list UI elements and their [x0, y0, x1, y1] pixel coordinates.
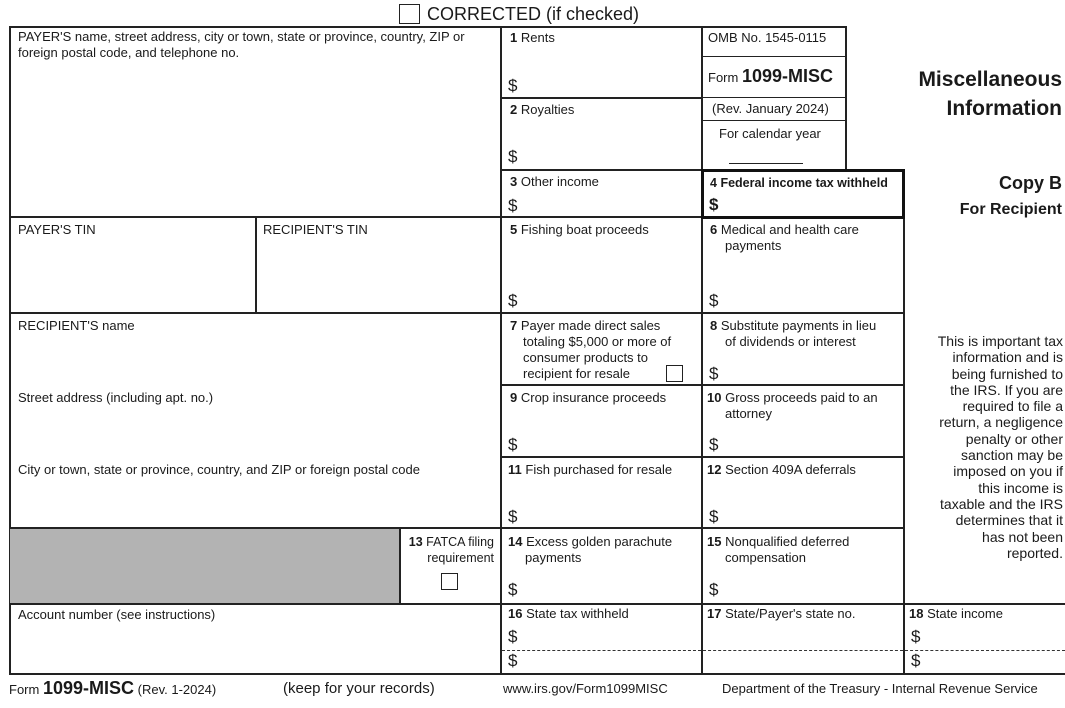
recipient-tin-label: RECIPIENT'S TIN [263, 222, 368, 237]
line-b11-bottom [500, 527, 904, 529]
box18-field-1[interactable] [925, 626, 1063, 648]
box9-label [510, 390, 666, 406]
box16-field-2[interactable] [522, 652, 698, 672]
line-omb-2 [701, 97, 846, 98]
box12-field[interactable] [724, 502, 900, 525]
box9-num: 9 [510, 390, 518, 405]
box2-label [510, 102, 574, 118]
box17-num: 17 [707, 606, 722, 621]
notice-line: being furnished to [951, 365, 1063, 382]
box15-label [707, 534, 849, 566]
notice-line: determines that it [955, 512, 1063, 529]
box14-dollar: $ [508, 580, 518, 599]
box3-text: Other income [520, 174, 599, 189]
account-field[interactable] [12, 625, 498, 671]
box10-line2: attorney [725, 406, 772, 421]
box8-field[interactable] [724, 360, 900, 382]
footer-url[interactable]: www.irs.gov/Form1099MISC [503, 681, 668, 696]
box11-field[interactable] [522, 502, 698, 525]
notice-line: required to file a [962, 398, 1063, 415]
box5-text: Fishing boat proceeds [520, 222, 649, 237]
box16-field-1[interactable] [522, 626, 698, 648]
box14-num: 14 [508, 534, 523, 549]
notice-line: information and is [952, 349, 1063, 366]
box15-line1: Nonqualified deferred [725, 534, 850, 549]
payer-info-label: PAYER'S name, street address, city or town, state or province, country, ZIP or foreign postal code, and telephone no. [18, 29, 465, 60]
calendar-year-blank [729, 163, 803, 164]
box10-line1: Gross proceeds paid to an [725, 390, 878, 405]
footer-rev: (Rev. 1-2024) [137, 682, 217, 697]
footer-form-prefix: Form [9, 682, 40, 697]
notice-line: sanction may be [961, 447, 1063, 464]
box7-label [510, 318, 671, 382]
box18-dollar-1: $ [911, 627, 921, 646]
dash-b17 [703, 650, 903, 651]
box9-text: Crop insurance proceeds [520, 390, 667, 405]
box18-num: 18 [909, 606, 924, 621]
notice-line: taxable and the IRS [940, 495, 1063, 512]
line-city-bottom [9, 527, 501, 529]
box11-text: Fish purchased for resale [525, 462, 673, 477]
revision-date: (Rev. January 2024) [712, 101, 829, 116]
box4-num: 4 [710, 176, 717, 190]
form-name: 1099-MISC [741, 66, 834, 86]
box7-checkbox[interactable] [666, 365, 683, 382]
box11-label [508, 462, 672, 478]
box8-line1: Substitute payments in lieu [720, 318, 877, 333]
box1-text: Rents [520, 30, 555, 45]
box4-field[interactable] [724, 193, 900, 215]
col-divider-mid [701, 26, 703, 674]
tin-divider [255, 216, 257, 313]
street-address-label: Street address (including apt. no.) [18, 390, 214, 405]
important-notice [908, 333, 1063, 561]
notice-line: reported. [1006, 544, 1063, 561]
line-b9-bottom [500, 456, 904, 458]
corrected-label: CORRECTED (if checked) [427, 4, 640, 24]
box12-text: Section 409A deferrals [725, 462, 856, 477]
box12-dollar: $ [709, 507, 719, 526]
box9-dollar: $ [508, 435, 518, 454]
box13-label [402, 534, 494, 566]
box13-line1: FATCA filing [426, 535, 494, 549]
box5-field[interactable] [522, 286, 698, 310]
notice-line: This is important tax [937, 333, 1063, 349]
line-b7-bottom [500, 384, 904, 386]
box11-num: 11 [508, 462, 522, 477]
recipient-name-label: RECIPIENT'S name [18, 318, 135, 333]
box4-text: Federal income tax withheld [720, 176, 888, 190]
payer-tin-field[interactable] [12, 240, 253, 310]
box13-divider [399, 527, 401, 604]
line-account-top [9, 603, 1065, 605]
line-omb-1 [701, 56, 846, 57]
box2-field[interactable] [522, 140, 698, 167]
dash-b18 [905, 650, 1065, 651]
notice-line: return, a negligence [939, 414, 1063, 431]
calendar-year-label: For calendar year [719, 126, 821, 141]
box9-field[interactable] [522, 430, 698, 454]
col-divider-right [903, 169, 905, 674]
box6-dollar: $ [709, 291, 719, 310]
box13-line2: requirement [427, 551, 494, 565]
box15-line2: compensation [725, 550, 806, 565]
box12-num: 12 [707, 462, 722, 477]
box15-dollar: $ [709, 580, 719, 599]
line-b5-bottom [500, 312, 904, 314]
footer-department: Department of the Treasury - Internal Revenue Service [722, 681, 1038, 696]
city-field[interactable] [12, 480, 498, 525]
street-address-field[interactable] [12, 408, 498, 458]
box14-field[interactable] [522, 576, 698, 601]
box5-num: 5 [510, 222, 518, 237]
box6-field[interactable] [724, 286, 900, 310]
box6-line2: payments [725, 238, 782, 253]
box3-dollar: $ [508, 196, 518, 215]
box18-label [909, 606, 1003, 622]
gray-shaded-area [10, 528, 399, 603]
form-title-line1: Miscellaneous [918, 68, 1062, 91]
box1-field[interactable] [522, 70, 698, 95]
payer-tin-label: PAYER'S TIN [18, 222, 96, 237]
recipient-name-field[interactable] [12, 336, 498, 386]
box2-text: Royalties [520, 102, 575, 117]
box18-text: State income [927, 606, 1003, 621]
box3-field[interactable] [522, 192, 698, 214]
box16-text: State tax withheld [526, 606, 629, 621]
box7-num: 7 [510, 318, 518, 333]
box14-line1: Excess golden parachute [526, 534, 673, 549]
line-omb-3 [701, 120, 846, 121]
account-label: Account number (see instructions) [18, 607, 216, 622]
notice-line: this income is [978, 479, 1063, 496]
box17-field-1[interactable] [706, 626, 900, 648]
box11-dollar: $ [508, 507, 518, 526]
box3-label [510, 174, 599, 190]
box8-num: 8 [710, 318, 718, 333]
form-number-header [708, 66, 833, 88]
form-title-line2: Information [946, 97, 1062, 120]
box5-label [510, 222, 649, 238]
box6-line1: Medical and health care [720, 222, 859, 237]
line-b1-bottom [500, 97, 702, 99]
footer-form-id [9, 678, 216, 700]
calendar-year-field[interactable] [729, 143, 803, 162]
footer-keep: (keep for your records) [283, 680, 435, 697]
form-prefix: Form [708, 70, 739, 85]
box13-num: 13 [408, 535, 423, 549]
box2-dollar: $ [508, 147, 518, 166]
footer-form-name: 1099-MISC [42, 678, 135, 698]
box16-num: 16 [508, 606, 523, 621]
box18-field-2[interactable] [925, 652, 1063, 672]
box14-line2: payments [525, 550, 582, 565]
box8-dollar: $ [709, 364, 719, 383]
box17-text: State/Payer's state no. [725, 606, 856, 621]
copy-label: Copy B [999, 173, 1062, 193]
box1-num: 1 [510, 30, 518, 45]
col-divider-main [500, 26, 502, 674]
box7-line2: totaling $5,000 or more of [523, 334, 672, 349]
bottom-border [9, 673, 1065, 675]
box17-label [707, 606, 855, 622]
notice-line: the IRS. If you are [950, 381, 1063, 398]
box18-dollar-2: $ [911, 651, 921, 670]
notice-line: imposed on you if [953, 463, 1063, 480]
box5-dollar: $ [508, 291, 518, 310]
payer-info-field[interactable] [12, 62, 498, 214]
box7-line3: consumer products to [523, 350, 649, 365]
top-border-right [9, 26, 846, 28]
recipient-tin-field[interactable] [258, 240, 498, 310]
box10-label [707, 390, 878, 422]
box16-dollar-1: $ [508, 627, 518, 646]
box8-label [710, 318, 876, 350]
box6-label [710, 222, 859, 254]
city-label: City or town, state or province, country, and ZIP or foreign postal code [18, 462, 420, 477]
box12-label [707, 462, 856, 478]
copy-sub-label: For Recipient [959, 201, 1062, 218]
box7-line1: Payer made direct sales [520, 318, 661, 333]
notice-line: penalty or other [965, 430, 1063, 447]
notice-line: has not been [982, 528, 1063, 545]
box10-field[interactable] [724, 430, 900, 454]
box6-num: 6 [710, 222, 718, 237]
box14-label [508, 534, 672, 566]
box16-label [508, 606, 629, 622]
corrected-checkbox[interactable] [399, 4, 420, 24]
box16-dollar-2: $ [508, 651, 518, 670]
box4-dollar: $ [709, 195, 719, 214]
box15-num: 15 [707, 534, 722, 549]
box1-dollar: $ [508, 76, 518, 95]
omb-number: OMB No. 1545-0115 [708, 30, 827, 45]
box4-label [710, 175, 888, 191]
fatca-checkbox[interactable] [441, 573, 458, 590]
box3-num: 3 [510, 174, 518, 189]
box17-field-2[interactable] [706, 652, 900, 672]
box8-line2: of dividends or interest [725, 334, 856, 349]
box10-num: 10 [707, 390, 722, 405]
box1-label [510, 30, 555, 46]
box2-num: 2 [510, 102, 518, 117]
box10-dollar: $ [709, 435, 719, 454]
dash-b16 [502, 650, 701, 651]
box7-line4: recipient for resale [523, 366, 630, 381]
box15-field[interactable] [724, 576, 900, 601]
